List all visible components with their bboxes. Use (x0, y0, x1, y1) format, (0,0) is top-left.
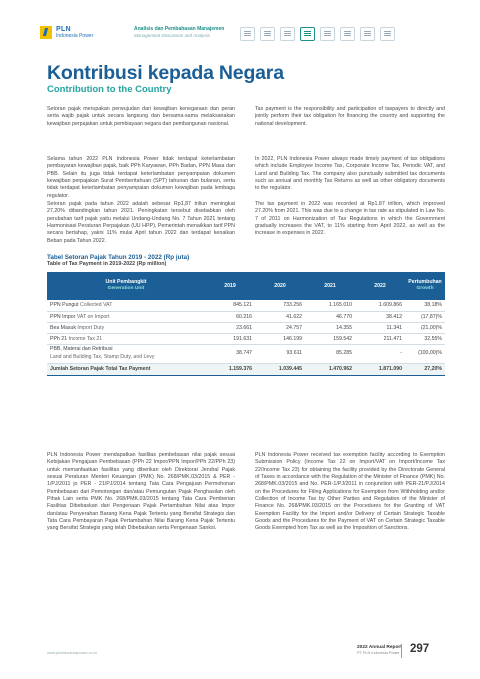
footer-divider (401, 644, 402, 658)
section-title-id: Analisis dan Pembahasan Manajemen (134, 26, 225, 32)
document-icon[interactable] (380, 27, 395, 41)
header-2021: 2021 (324, 282, 336, 289)
highlights-icon[interactable] (280, 27, 295, 41)
page-title: Kontribusi kepada Negara (47, 62, 284, 84)
governance-icon[interactable] (320, 27, 335, 41)
cell-growth: 32,55% (405, 333, 445, 344)
header-item: Unit Pembangkit Generation Unit (105, 279, 147, 292)
cell-2020: 146.199 (255, 333, 305, 344)
section-title-en: Management Discussion and Analysis (134, 32, 210, 38)
cell-2022: 38.412 (355, 311, 405, 322)
cell-growth: (17,87)% (405, 311, 445, 322)
table-row (47, 333, 445, 344)
cell-2021: 85.285 (305, 344, 355, 363)
cell-growth: (21,00)% (405, 322, 445, 333)
analysis-icon[interactable] (300, 27, 315, 41)
footer-report-company: PT PLN Indonesia Power (357, 650, 400, 655)
row-label: PBB, Materai dan Retribusi Land and Building Tax, Stamp Duty, and Levy (47, 344, 205, 363)
cell-2022: 211.471 (355, 333, 405, 344)
section-title (134, 27, 224, 38)
management-report-icon[interactable] (260, 27, 275, 41)
table-total-row (47, 363, 445, 375)
logo-subtitle: Indonesia Power (56, 33, 94, 39)
cell-2020: 733.256 (255, 300, 305, 311)
cell-2020: 24.757 (255, 322, 305, 333)
footer-website-link[interactable]: www.plnindonesiapower.co.id (47, 651, 97, 655)
row-label: Bea Masuk Import Duty (47, 322, 205, 333)
paragraph-1-en: Tax payment is the responsibility and participation of taxpayers to directly and jointly perform their tax obligation for financing the country and supporting the national development. (255, 106, 445, 127)
table-row (47, 322, 445, 333)
header-growth: Pertumbuhan Growth (408, 279, 442, 292)
page-subtitle: Contribution to the Country (47, 84, 172, 95)
cell-2022: 1.609.866 (355, 300, 405, 311)
total-label: Jumlah Setoran Pajak Total Tax Payment (47, 363, 205, 375)
tax-payment-table (47, 272, 445, 376)
cell-2021: 1.165.010 (305, 300, 355, 311)
table-row (47, 300, 445, 311)
page-number: 297 (410, 643, 430, 655)
page-header (0, 0, 480, 48)
paragraph-4-en: PLN Indonesia Power received tax exemption facility according to Exemption Submission Policy (Income Tax 22 on Import/VAT on Import/Income Tax 22/Income Tax 23) for obtaining the facility provided by the Directorate General of Taxes in accordance with the Regulation of the Minister of Finance (PMK) No. 268/PMK.03/2015 and No. PER-1/PJ/2011 in conjunction with PER-21/PJ/2014 on the Procedures for Filing Applications for Exemption from Withholding and/or Collection of Income Tax by Other Parties and Regulation of the Minister of Finance No. 268/PMK.03/2015 on the Procedures for the Granting of VAT Exemption Facility for the Import and/or Delivery of Certain Strategic Taxable Goods and the Procedures for the Payment of VAT on Certain Strategic Taxable Goods Exempted from Tax as well as the Imposition of Sanctions. (255, 452, 445, 532)
header-2020: 2020 (274, 282, 286, 289)
total-2022: 1.871.090 (355, 363, 405, 375)
financial-icon[interactable] (360, 27, 375, 41)
lightning-logo-icon (40, 26, 52, 39)
cell-2021: 46.770 (305, 311, 355, 322)
row-label: PPN Pungut Collected VAT (47, 300, 205, 311)
header-2019: 2019 (224, 282, 236, 289)
table-header-row (47, 272, 445, 300)
paragraph-2-en: In 2022, PLN Indonesia Power always made timely payment of tax obligations which include Employee Income Tax, Corporate Income Tax, Periodic VAT, and Land and Building Tax. The company also punctually submitted tax documents such as annual and monthly Tax Returns as well as other obligatory documents to the regulator. (255, 156, 445, 192)
cell-2022: - (355, 344, 405, 363)
total-2019: 1.159.376 (205, 363, 255, 375)
company-profile-icon[interactable] (240, 27, 255, 41)
cell-2019: 23.661 (205, 322, 255, 333)
pln-logo (40, 26, 93, 39)
cell-2020: 41.622 (255, 311, 305, 322)
cell-2019: 38.747 (205, 344, 255, 363)
cell-2020: 93.611 (255, 344, 305, 363)
total-2021: 1.470.962 (305, 363, 355, 375)
footer-report-title: 2022 Annual Report (357, 645, 402, 650)
cell-growth: (100,00)% (405, 344, 445, 363)
total-growth: 27,20% (405, 363, 445, 375)
paragraph-2-id: Selama tahun 2022 PLN Indonesia Power tidak terdapat keterlambatan pembayaran kewajiban pajak, baik PPh Karyawan, PPh Badan, PPN Masa dan PBB. Selain itu juga tidak terdapat keterlambatan penyampaian dokumen kewajiban perpajakan Surat Pemberitahuan (SPT) tahunan dan bulanan, serta tidak terdapat keterlambatan penyampaian dokumen kewajiban pada lembaga regulator. (47, 156, 235, 199)
table-row (47, 344, 445, 363)
paragraph-3-en: The tax payment in 2022 was recorded at Rp1.87 trillion, which improved 27.20% from 2021. This was due to a change in tax rate as stipulated in Law No. 7 of 2011 on Harmonization of Tax Regulations in which the Government gradually increases the VAT, to 11% starting from April 2022, as well as the increase in expenses in 2022. (255, 201, 445, 237)
row-label: PPh 21 Income Tax 21 (47, 333, 205, 344)
paragraph-1-id: Setoran pajak merupakan perwujudan dari kewajiban kenegaraan dan peran serta wajib pajak untuk secara langsung dan bersama-sama melaksanakan kewajiban perpajakan untuk pembiayaan negara dan pembangunan nasional. (47, 106, 235, 127)
footer-report (357, 645, 402, 655)
cell-2021: 14.355 (305, 322, 355, 333)
row-label: PPN Impor VAT on Import (47, 311, 205, 322)
cell-2019: 191.631 (205, 333, 255, 344)
cell-2021: 159.542 (305, 333, 355, 344)
cell-2022: 11.341 (355, 322, 405, 333)
csr-icon[interactable] (340, 27, 355, 41)
paragraph-3-id: Setoran pajak pada tahun 2022 adalah sebesar Rp1,87 triliun meningkat 27,20% dibandingkan tahun 2021. Peningkatan tersebut disebabkan oleh perubahan tarif pajak yaitu melalui Undang-Undang No. 7 Tahun 2021 tentang Harmonisasi Peraturan Perpajakan (UU HPP), Pemerintah menaikkan tarif PPN secara bertahap, yakni 11% mulai April tahun 2022 dan terdapat kenaikan Beban pada Tahun 2022. (47, 201, 235, 244)
table-subtitle: Table of Tax Payment in 2019-2022 (Rp million) (47, 261, 167, 267)
table-row (47, 311, 445, 322)
header-2022: 2022 (374, 282, 386, 289)
cell-2019: 60.216 (205, 311, 255, 322)
chapter-nav (240, 27, 395, 41)
cell-growth: 38,18% (405, 300, 445, 311)
paragraph-4-id: PLN Indonesia Power mendapatkan fasilitas pembebasan nilai pajak sesuai Kebijakan Pengajuan Pembebasan (PPh 22 Impor/PPN Impor/PPh 22/PPh 23) untuk memanfaatkan fasilitas yang diberikan oleh Direktorat Jendral Pajak sesuai Peraturan Menteri Keuangan (PMK) No. 268/PMK.03/2015 & PER - 1/PJ/2011 jo PER - 21/PJ/2014 tentang Tata Cara Pengajuan Permohonan Pembebasan dari Pemotongan dan/atau Pemungutan Pajak Penghasilan oleh Pihak Lain serta PMK No. 268/PMK.03/2015 tentang Tata Cara Pemberian Fasilitas Dibebaskan dari Pengenaan Pajak Pertambahan Nilai atas Impor dan/atau Penyerahan Barang Kena Pajak Tertentu yang Bersifat Strategis dan Tata Cara Pembayaran Pajak Pertambahan Nilai Barang Kena Pajak Tertentu yang Bersifat Strategis yang telah Dibebaskan serta Pengenaan Sanksi. (47, 452, 235, 532)
total-2020: 1.039.445 (255, 363, 305, 375)
logo-title: PLN (56, 26, 71, 33)
table-title: Tabel Setoran Pajak Tahun 2019 - 2022 (Rp juta) (47, 254, 190, 261)
cell-2019: 845.121 (205, 300, 255, 311)
